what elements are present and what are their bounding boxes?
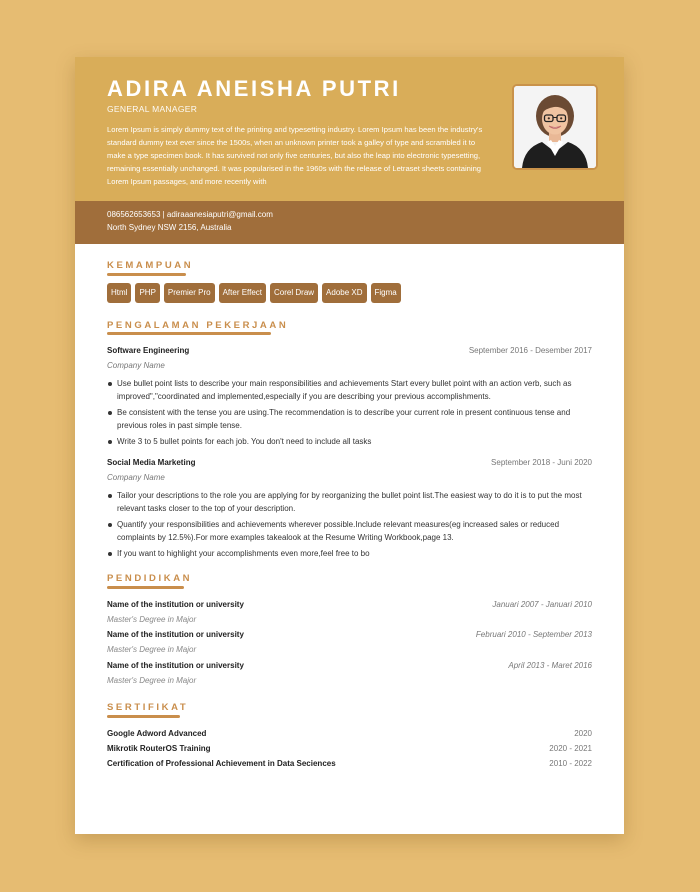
skills-heading: KEMAMPUAN: [107, 260, 194, 271]
education-heading: PENDIDIKAN: [107, 573, 193, 584]
portrait-illustration: [514, 86, 596, 168]
bullet-item: Write 3 to 5 bullet points for each job. You don't need to include all tasks: [107, 435, 593, 448]
experience-heading-underline: [107, 332, 271, 335]
bullet-item: Use bullet point lists to describe your main responsibilities and achievements Start every bullet point with an action verb, such as improved","coordinated and implemented,especially if you are describing your previous accomplishments.: [107, 377, 593, 403]
contact-phone-email: 086562653653 | adiraaanesiaputri@gmail.com: [107, 210, 273, 219]
certificate-date: 2020 - 2021: [549, 744, 592, 753]
profile-photo: [512, 84, 598, 170]
contact-bar: [75, 201, 624, 244]
certificate-name: Mikrotik RouterOS Training: [107, 744, 211, 753]
bullet-item: Quantify your responsibilities and achievements wherever possible.Include relevant measures(eg increased sales or reduced complaints by 12.5%).For more examples takealook at the Resume Writing Workbook,page 13.: [107, 518, 593, 544]
profile-summary: Lorem Ipsum is simply dummy text of the printing and typesetting industry. Lorem Ipsum has been the industry's standard dummy text ever since the 1500s, when an unknown printer took a galley of type and scrambled it to make a type specimen book. It has survived not only five centuries, but also the leap into electronic typesetting, remaining essentially unchanged. It was popularised in the 1960s with the release of Letraset sheets containing Lorem Ipsum passages, and more recently with: [107, 125, 483, 186]
skill-tag: Premier Pro: [164, 283, 215, 303]
education-degree: Master's Degree in Major: [107, 645, 197, 654]
bullet-item: Be consistent with the tense you are using.The recommendation is to describe your current role in present continuous tense and previous roles in past simple tense.: [107, 406, 593, 432]
job-bullets: [107, 377, 593, 451]
education-date: Januari 2007 - Januari 2010: [492, 600, 592, 609]
education-institution: Name of the institution or university: [107, 630, 244, 639]
education-date: April 2013 - Maret 2016: [508, 661, 592, 670]
skill-tag: PHP: [135, 283, 159, 303]
certificates-heading-underline: [107, 715, 180, 718]
skill-tag: Figma: [371, 283, 401, 303]
skill-tag: Corel Draw: [270, 283, 318, 303]
job-date: September 2018 - Juni 2020: [491, 458, 592, 467]
resume-header: [75, 57, 624, 201]
certificate-name: Google Adword Advanced: [107, 729, 207, 738]
company-name: Company Name: [107, 473, 165, 482]
experience-heading: PENGALAMAN PEKERJAAN: [107, 320, 289, 331]
bullet-item: Tailor your descriptions to the role you are applying for by reorganizing the bullet point list.The easiest way to do it is to put the most relevant tasks closer to the top of your description.: [107, 489, 593, 515]
candidate-name: ADIRA ANEISHA PUTRI: [107, 76, 401, 101]
resume-page: [75, 57, 624, 834]
job-title: Software Engineering: [107, 346, 190, 355]
education-date: Februari 2010 - September 2013: [475, 630, 592, 639]
skill-tag: Html: [107, 283, 131, 303]
bullet-item: If you want to highlight your accomplishments even more,feel free to bo: [107, 547, 593, 560]
education-institution: Name of the institution or university: [107, 661, 244, 670]
job-bullets: [107, 489, 593, 563]
certificate-name: Certification of Professional Achievement in Data Seciences: [107, 759, 336, 768]
company-name: Company Name: [107, 361, 165, 370]
education-institution: Name of the institution or university: [107, 600, 244, 609]
certificates-heading: SERTIFIKAT: [107, 702, 189, 713]
job-title: Social Media Marketing: [107, 458, 196, 467]
education-heading-underline: [107, 586, 184, 589]
education-degree: Master's Degree in Major: [107, 676, 197, 685]
job-date: September 2016 - Desember 2017: [468, 346, 592, 355]
education-degree: Master's Degree in Major: [107, 615, 197, 624]
skills-list: [107, 283, 401, 303]
contact-address: North Sydney NSW 2156, Australia: [107, 223, 232, 232]
certificate-date: 2020: [574, 729, 592, 738]
job-role: GENERAL MANAGER: [107, 104, 198, 114]
certificate-date: 2010 - 2022: [549, 759, 592, 768]
skill-tag: After Effect: [219, 283, 266, 303]
skill-tag: Adobe XD: [322, 283, 366, 303]
skills-heading-underline: [107, 273, 186, 276]
